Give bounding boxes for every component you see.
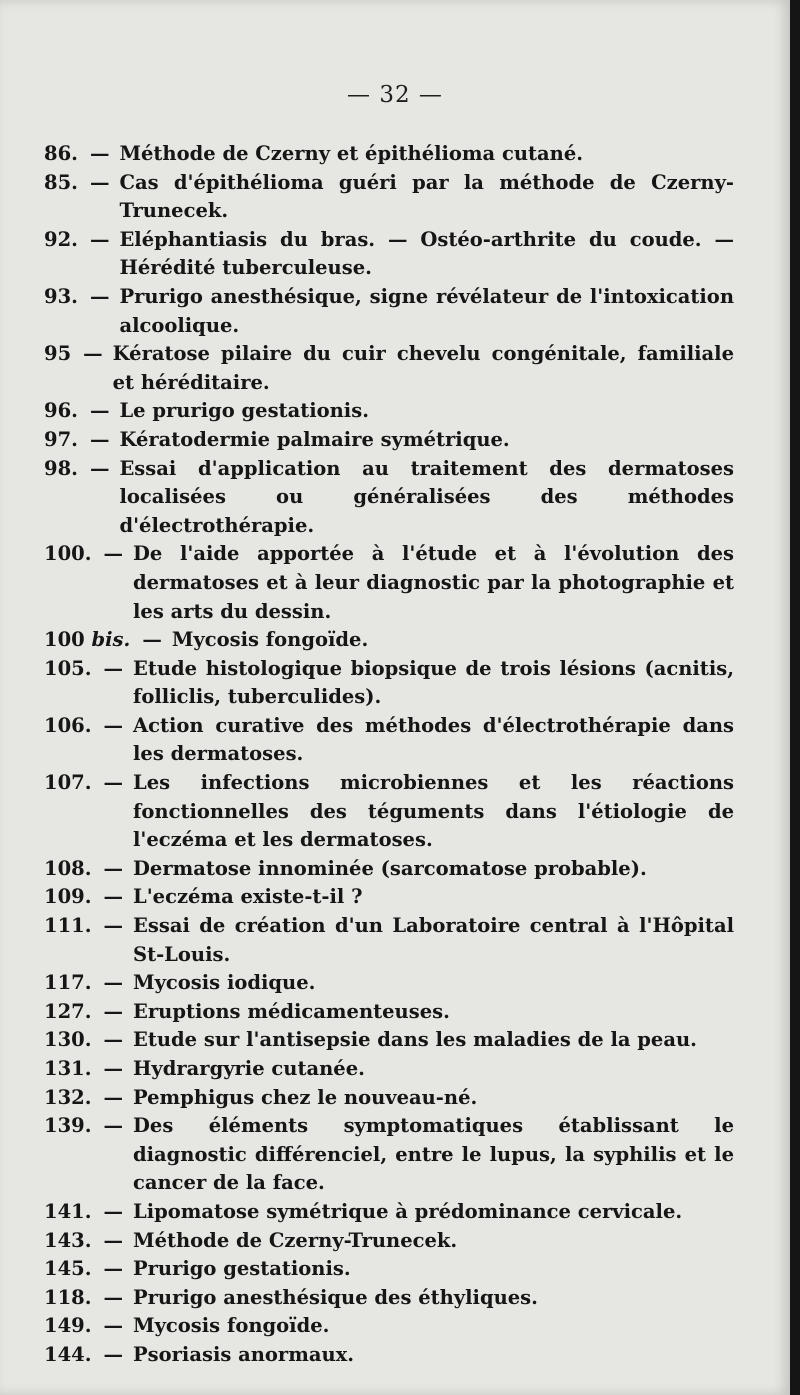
entry-number: 108.: [44, 856, 92, 880]
entry-number: 132.: [44, 1085, 92, 1109]
entry-title: Mycosis fongoïde.: [133, 1314, 330, 1338]
entry-dash: —: [103, 1199, 123, 1223]
entry-title: Etude histologique biopsique de trois lésions (acnitis, folliclis, tuberculides).: [133, 656, 734, 709]
entry-number: 131.: [44, 1057, 92, 1080]
list-item: [44, 1255, 734, 1284]
list-item: [44, 1312, 734, 1341]
list-item: [44, 1084, 734, 1113]
entry-title: Prurigo anesthésique des éthyliques.: [133, 1285, 538, 1309]
entry-number: 107.: [44, 771, 92, 795]
entry-dash: —: [142, 628, 162, 652]
publication-list: [44, 140, 734, 1370]
entry-title: Méthode de Czerny-Trunecek.: [133, 1228, 458, 1252]
entry-title: De l'aide apportée à l'étude et à l'évolution des dermatoses et à leur diagnostic par la photographie et les arts du dessin.: [133, 542, 734, 623]
list-item: [44, 655, 734, 712]
entry-number: 105.: [44, 656, 92, 680]
entry-number: 100 bis.: [44, 628, 131, 652]
list-item: [44, 169, 734, 226]
page-edge-shadow: [790, 0, 800, 1395]
list-item: [44, 140, 734, 169]
entry-number: 149.: [44, 1314, 92, 1338]
entry-number: 95: [44, 342, 72, 366]
list-item: [44, 1284, 734, 1313]
entry-title: Etude sur l'antisepsie dans les maladies de la peau.: [133, 1028, 697, 1052]
entry-dash: —: [103, 1314, 123, 1338]
list-item: [44, 426, 734, 455]
entry-dash: —: [89, 227, 110, 251]
entry-number: 139.: [44, 1114, 92, 1138]
entry-title: Mycosis fongoïde.: [171, 628, 369, 652]
entry-title: Essai de création d'un Laboratoire central à l'Hôpital St-Louis.: [133, 914, 734, 966]
list-item: [44, 340, 734, 397]
entry-dash: —: [103, 914, 123, 938]
entry-dash: —: [83, 342, 103, 366]
entry-number: 118.: [44, 1285, 92, 1309]
entry-dash: —: [89, 427, 110, 451]
entry-title: Méthode de Czerny et épithélioma cutané.: [119, 142, 584, 165]
entry-title: Prurigo anesthésique, signe révélateur de l'intoxication alcoolique.: [119, 284, 734, 337]
list-item: [44, 969, 734, 998]
entry-title: Kératose pilaire du cuir chevelu congénitale, familiale et héréditaire.: [112, 342, 734, 394]
entry-dash: —: [103, 1114, 123, 1138]
entry-title: Prurigo gestationis.: [133, 1257, 351, 1281]
list-item: [44, 712, 734, 769]
entry-title: L'eczéma existe-t-il ?: [133, 885, 363, 909]
entry-number: 141.: [44, 1199, 92, 1223]
list-item: [44, 540, 734, 626]
entry-title: Mycosis iodique.: [133, 971, 316, 995]
list-item: [44, 998, 734, 1027]
entry-title: Cas d'épithélioma guéri par la méthode de Czerny-Trunecek.: [119, 170, 734, 223]
list-item: [44, 1198, 734, 1227]
entry-dash: —: [103, 771, 123, 795]
entry-title: Action curative des méthodes d'électrothérapie dans les dermatoses.: [133, 713, 734, 766]
entry-dash: —: [103, 1057, 123, 1080]
list-item: [44, 397, 734, 426]
list-item: [44, 455, 734, 541]
entry-number: 127.: [44, 999, 92, 1023]
entry-title: Kératodermie palmaire symétrique.: [119, 427, 510, 451]
entry-dash: —: [89, 456, 110, 480]
entry-dash: —: [103, 542, 123, 566]
list-item: [44, 1112, 734, 1198]
entry-dash: —: [89, 170, 110, 194]
entry-number: 106.: [44, 713, 92, 737]
list-item: [44, 1341, 734, 1370]
entry-dash: —: [89, 142, 110, 165]
entry-dash: —: [89, 399, 110, 423]
entry-number: 92.: [44, 227, 78, 251]
entry-number: 98.: [44, 456, 78, 480]
entry-number: 111.: [44, 914, 92, 938]
entry-dash: —: [103, 1342, 123, 1366]
entry-title: Lipomatose symétrique à prédominance cervicale.: [133, 1199, 683, 1223]
list-item: [44, 769, 734, 855]
entry-dash: —: [103, 1028, 123, 1052]
entry-number: 93.: [44, 284, 78, 308]
list-item: [44, 883, 734, 912]
entry-dash: —: [103, 856, 123, 880]
entry-number: 145.: [44, 1257, 92, 1281]
list-item: [44, 626, 734, 655]
entry-number: 86.: [44, 142, 78, 165]
entry-title: Hydrargyrie cutanée.: [133, 1057, 365, 1080]
entry-title: Eruptions médicamenteuses.: [133, 999, 450, 1023]
entry-title: Dermatose innominée (sarcomatose probable).: [133, 856, 647, 880]
entry-title: Pemphigus chez le nouveau-né.: [133, 1085, 478, 1109]
page-number: — 32 —: [347, 82, 443, 108]
entry-dash: —: [103, 713, 123, 737]
entry-number-suffix: bis.: [91, 628, 131, 652]
entry-dash: —: [103, 656, 123, 680]
entry-title: Le prurigo gestationis.: [119, 399, 369, 423]
entry-dash: —: [103, 1085, 123, 1109]
entry-dash: —: [103, 1285, 123, 1309]
entry-number: 144.: [44, 1342, 92, 1366]
entry-number: 100.: [44, 542, 92, 566]
list-item: [44, 1055, 734, 1084]
entry-number: 117.: [44, 971, 92, 995]
list-item: [44, 283, 734, 340]
entry-number: 143.: [44, 1228, 92, 1252]
entry-number: 85.: [44, 170, 78, 194]
list-item: [44, 1227, 734, 1256]
entry-dash: —: [103, 999, 123, 1023]
entry-number: 97.: [44, 427, 78, 451]
entry-number: 130.: [44, 1028, 92, 1052]
entry-title: Essai d'application au traitement des dermatoses localisées ou généralisées des méthodes d'électrothérapie.: [119, 456, 734, 537]
entry-dash: —: [103, 971, 123, 995]
entry-dash: —: [103, 1228, 123, 1252]
entry-dash: —: [89, 284, 110, 308]
entry-number: 96.: [44, 399, 78, 423]
entry-number: 109.: [44, 885, 92, 909]
list-item: [44, 226, 734, 283]
entry-dash: —: [103, 1257, 123, 1281]
entry-title: Les infections microbiennes et les réactions fonctionnelles des téguments dans l'étiologie de l'eczéma et les dermatoses.: [133, 771, 734, 852]
entry-title: Des éléments symptomatiques établissant le diagnostic différenciel, entre le lupus, la syphilis et le cancer de la face.: [133, 1114, 734, 1195]
list-item: [44, 912, 734, 969]
entry-dash: —: [103, 885, 123, 909]
entry-title: Psoriasis anormaux.: [133, 1342, 355, 1366]
entry-title: Eléphantiasis du bras. — Ostéo-arthrite du coude. — Hérédité tuberculeuse.: [119, 227, 734, 280]
list-item: [44, 1026, 734, 1055]
list-item: [44, 855, 734, 884]
